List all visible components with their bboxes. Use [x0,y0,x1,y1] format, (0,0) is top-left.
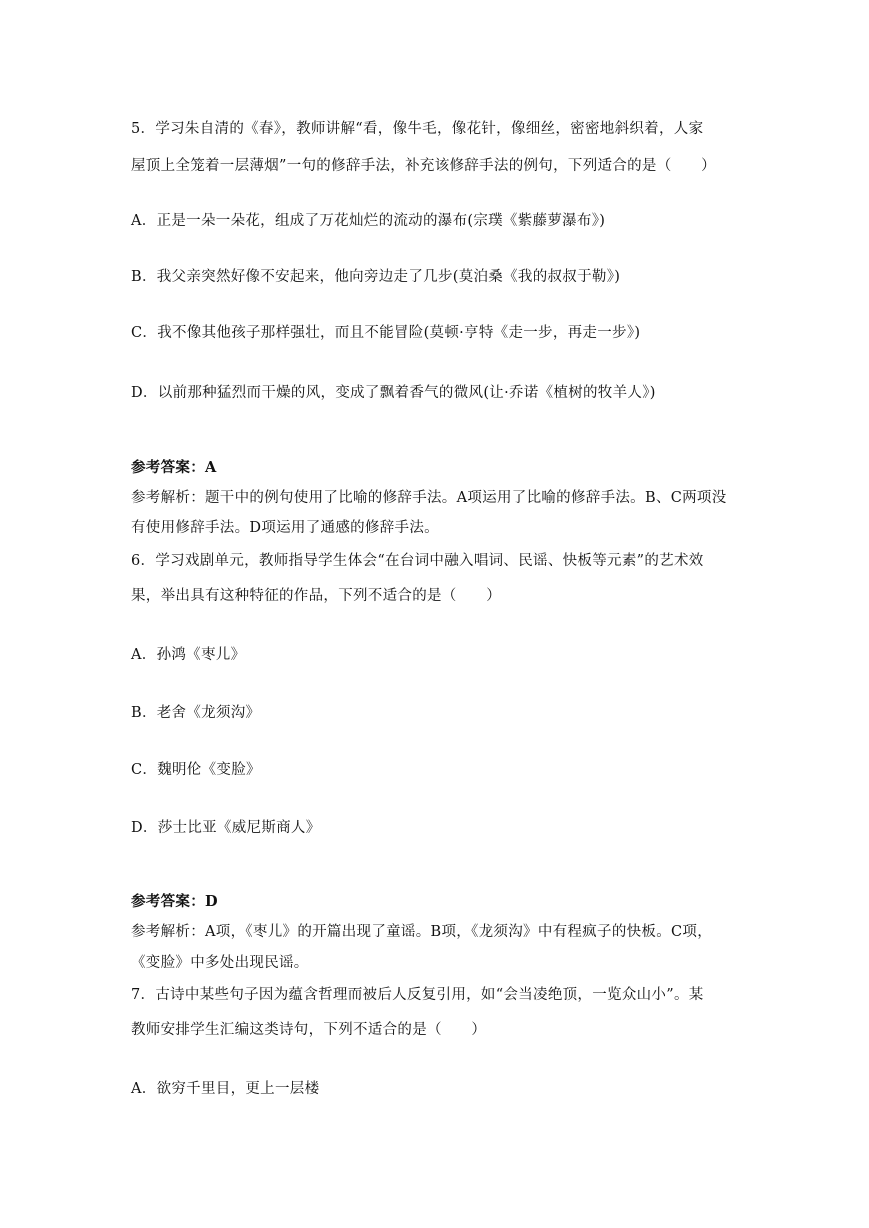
q5-stem-line-2: 屋顶上全笼着一层薄烟”一句的修辞手法，补充该修辞手法的例句，下列适合的是（ ） [131,158,716,174]
q6-answer: 参考答案：D [131,893,218,910]
q6-option-c: C．魏明伦《变脸》 [131,762,261,778]
q5-option-c: C．我不像其他孩子那样强壮，而且不能冒险(莫顿·亨特《走一步，再走一步》) [131,325,641,341]
q6-analysis-line-2: 《变脸》中多处出现民谣。 [131,955,309,971]
q5-option-b: B．我父亲突然好像不安起来，他向旁边走了几步(莫泊桑《我的叔叔于勒》) [131,269,621,285]
q6-stem-line-2: 果，举出具有这种特征的作品，下列不适合的是（ ） [131,588,501,604]
q5-option-d: D．以前那种猛烈而干燥的风，变成了飘着香气的微风(让·乔诺《植树的牧羊人》) [131,385,656,401]
q5-answer: 参考答案：A [131,459,217,476]
q5-stem-line-1: 5．学习朱自清的《春》，教师讲解“看，像牛毛，像花针，像细丝，密密地斜织着，人家 [131,121,704,137]
q6-stem-line-1: 6．学习戏剧单元，教师指导学生体会“在台词中融入唱词、民谣、快板等元素”的艺术效 [131,553,704,569]
q5-option-a: A．正是一朵一朵花，组成了万花灿烂的流动的瀑布(宗璞《紫藤萝瀑布》) [131,213,606,229]
q6-analysis-line-1: 参考解析：A项，《枣儿》的开篇出现了童谣。B项，《龙须沟》中有程疯子的快板。C项， [131,924,713,940]
q6-option-b: B．老舍《龙须沟》 [131,705,261,721]
q7-stem-line-1: 7．古诗中某些句子因为蕴含哲理而被后人反复引用，如“会当凌绝顶，一览众山小”。某 [131,987,704,1003]
q6-option-a: A．孙鸿《枣儿》 [131,647,246,663]
q5-analysis-line-1: 参考解析：题干中的例句使用了比喻的修辞手法。A项运用了比喻的修辞手法。B、C两项没 [131,490,727,506]
q6-option-d: D．莎士比亚《威尼斯商人》 [131,820,321,836]
q7-stem-line-2: 教师安排学生汇编这类诗句，下列不适合的是（ ） [131,1022,487,1038]
q7-option-a: A．欲穷千里目，更上一层楼 [131,1081,320,1097]
q5-analysis-line-2: 有使用修辞手法。D项运用了通感的修辞手法。 [131,520,439,536]
